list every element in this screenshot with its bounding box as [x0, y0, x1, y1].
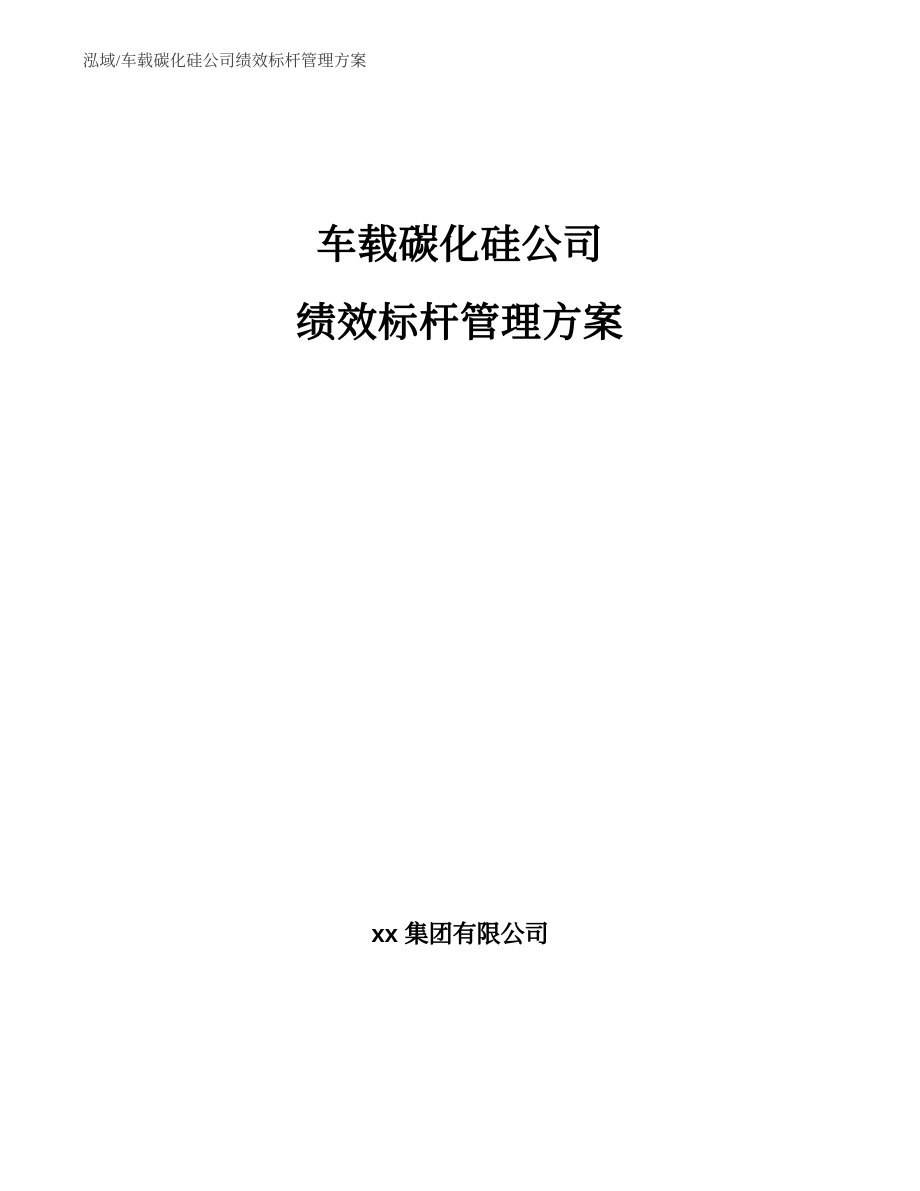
title-line-2: 绩效标杆管理方案: [296, 301, 624, 345]
company-name: xx 集团有限公司: [371, 921, 549, 948]
title-line-1: 车载碳化硅公司: [316, 223, 604, 267]
document-title: [0, 206, 920, 362]
header-text: 泓域/车载碳化硅公司绩效标杆管理方案: [83, 53, 367, 70]
page-header: [83, 53, 367, 71]
